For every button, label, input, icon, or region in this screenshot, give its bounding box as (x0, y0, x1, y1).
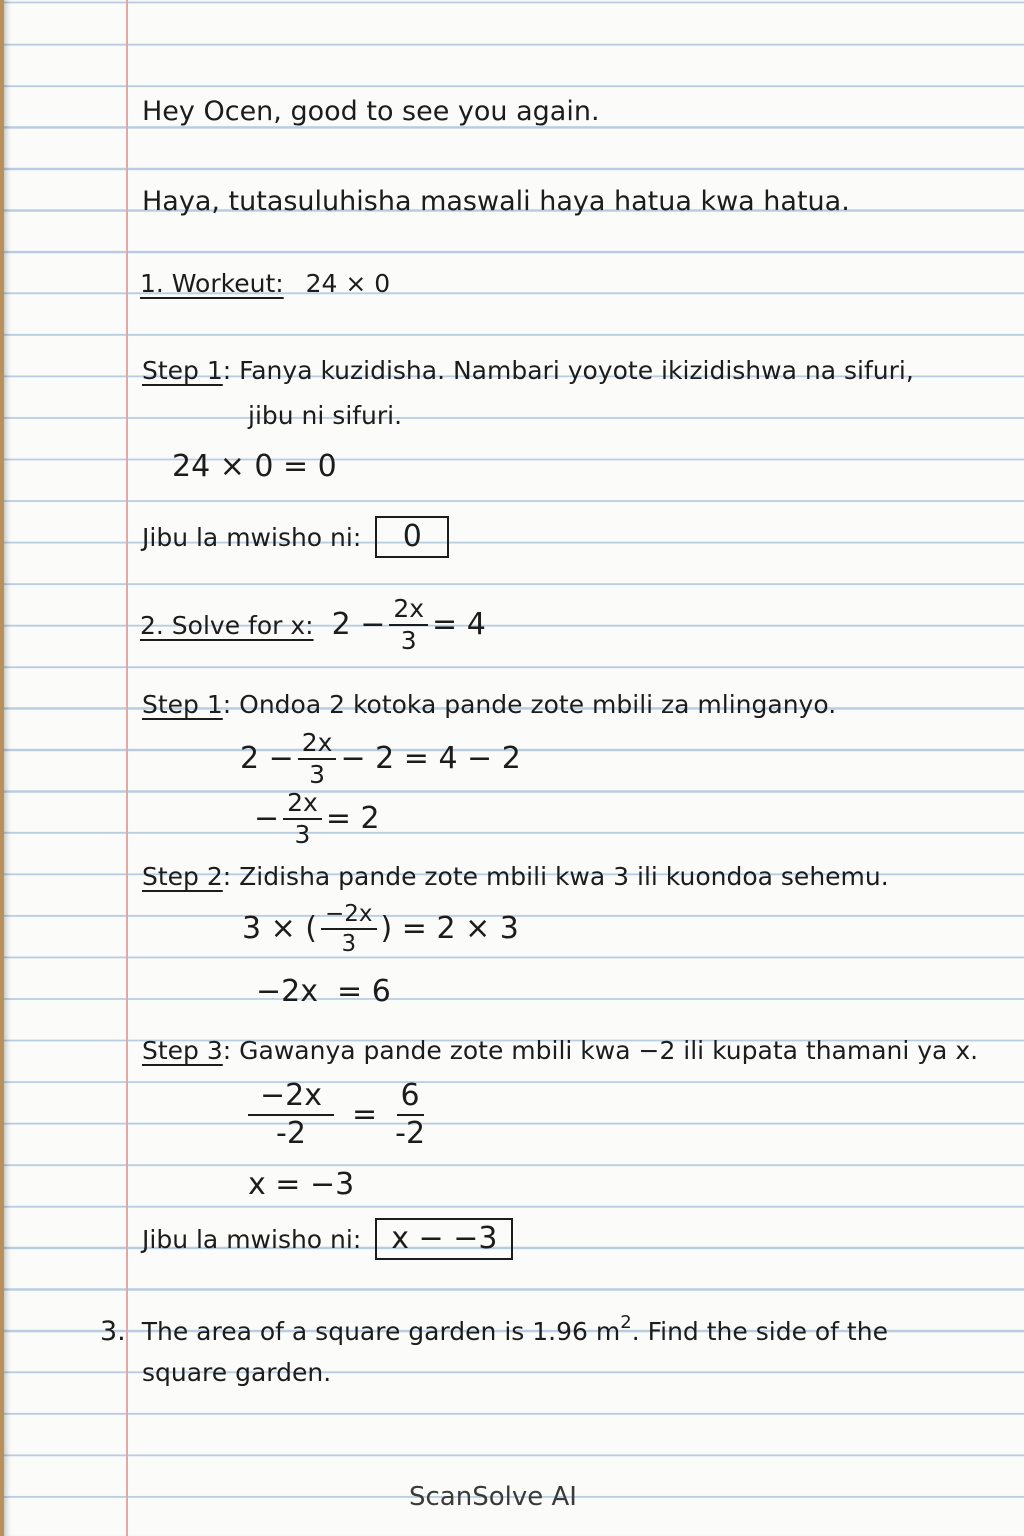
step-label: Step 3 (142, 1036, 223, 1065)
question-1-label: 1. Workeut: (140, 269, 284, 298)
equation-part: = 4 (432, 607, 486, 643)
numerator: −2x (321, 902, 377, 930)
denominator: 3 (294, 820, 311, 850)
answer-label: Jibu la mwisho ni: (142, 1224, 362, 1254)
equation-part: − 2 = 4 − 2 (340, 741, 521, 777)
equation-part: 3 × ( (242, 911, 317, 947)
step-text: : Ondoa 2 kotoka pande zote mbili za mlinganyo. (222, 690, 837, 719)
q2-step-2 (142, 864, 889, 889)
q2-step-3 (142, 1038, 978, 1063)
q2-step-1-line-2 (254, 790, 380, 849)
step-label: Step 1 (142, 356, 223, 385)
q2-step-2-line-1 (242, 902, 519, 956)
numerator: −2x (248, 1080, 334, 1116)
step-text: : Fanya kuzidisha. Nambari yoyote ikizidishwa na sifuri, (222, 356, 914, 385)
denominator: 3 (309, 760, 326, 790)
question-3-line-2: square garden. (142, 1358, 332, 1387)
q1-final-answer (142, 516, 449, 558)
greeting: Hey Ocen, good to see you again. (142, 96, 600, 127)
question-3-text-cont: . Find the side of the (631, 1317, 888, 1346)
equation-part: 2 − (240, 741, 294, 777)
step-text: : Gawanya pande zote mbili kwa −2 ili kupata thamani ya x. (222, 1036, 979, 1065)
numerator: 2x (389, 596, 428, 626)
numerator: 2x (298, 730, 337, 760)
q2-step-1 (142, 692, 836, 717)
margin-line (126, 0, 128, 1536)
q2-final-answer (142, 1218, 513, 1260)
superscript: 2 (620, 1312, 632, 1333)
question-3-number: 3. (100, 1316, 126, 1347)
question-1-expression: 24 × 0 (305, 269, 391, 298)
fraction (389, 596, 428, 655)
denominator: -2 (395, 1115, 426, 1151)
question-1-heading (140, 271, 390, 296)
question-2-heading (140, 596, 486, 655)
fraction (321, 902, 377, 956)
fraction (248, 1080, 334, 1149)
equation-part: 2 − (331, 607, 386, 643)
denominator: 3 (400, 626, 417, 656)
answer-label: Jibu la mwisho ni: (142, 522, 362, 552)
fraction (283, 790, 322, 849)
denominator: 3 (341, 931, 357, 958)
step-label: Step 2 (142, 862, 223, 891)
fraction (298, 730, 337, 789)
answer-box: x − −3 (375, 1218, 513, 1260)
equation-part: = (351, 1096, 378, 1132)
q2-step-3-line-1 (244, 1080, 429, 1149)
equation-part: = 2 (325, 801, 380, 837)
denominator: -2 (276, 1115, 306, 1151)
numerator: 6 (397, 1080, 424, 1116)
notebook-page (4, 0, 1024, 1536)
question-2-label: 2. Solve for x: (140, 610, 314, 640)
q2-step-2-line-2: −2x = 6 (256, 974, 391, 1009)
footer-brand: ScanSolve AI (409, 1482, 577, 1512)
q1-equation: 24 × 0 = 0 (172, 449, 337, 484)
q2-step-1-line-1 (240, 730, 521, 789)
q1-step-1 (142, 358, 914, 383)
q1-step-1-continued: jibu ni sifuri. (248, 401, 403, 430)
step-label: Step 1 (142, 690, 223, 719)
step-text: : Zidisha pande zote mbili kwa 3 ili kuondoa sehemu. (222, 862, 889, 891)
q2-step-3-result: x = −3 (248, 1167, 355, 1202)
answer-box: 0 (375, 516, 449, 558)
question-3-text: The area of a square garden is 1.96 m (141, 1317, 621, 1346)
equation-part: − (254, 801, 280, 837)
intro: Haya, tutasuluhisha maswali haya hatua kwa hatua. (142, 186, 850, 217)
numerator: 2x (283, 790, 322, 820)
equation-part: ) = 2 × 3 (380, 911, 519, 947)
question-3 (100, 1312, 888, 1347)
fraction (395, 1080, 425, 1149)
